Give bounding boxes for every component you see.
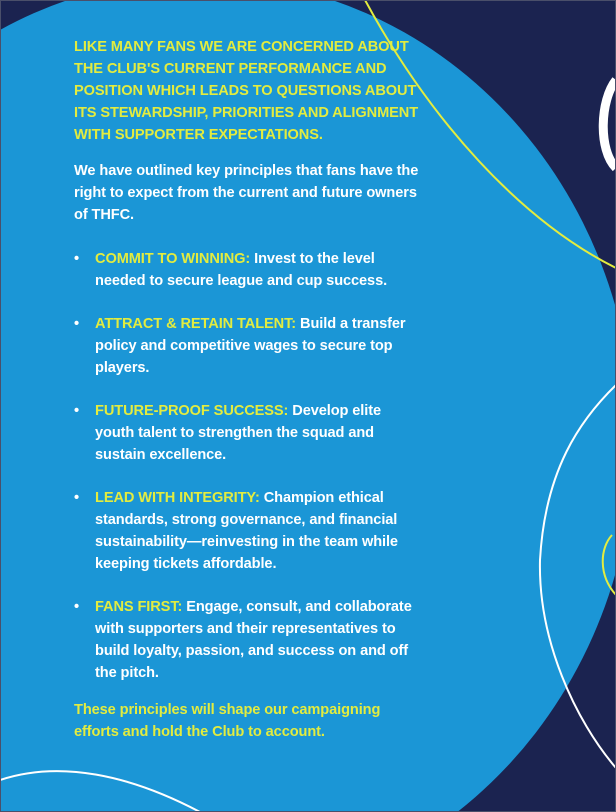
closing-statement: These principles will shape our campaigning efforts and hold the Club to account.	[74, 702, 381, 740]
list-item	[74, 487, 424, 575]
principle-lead: FUTURE-PROOF SUCCESS:	[95, 403, 289, 419]
principle-lead: ATTRACT & RETAIN TALENT:	[95, 316, 297, 332]
principles-list	[74, 248, 424, 684]
list-item	[74, 596, 424, 684]
principle-text: Build a transfer policy and competitive wages to secure top players.	[95, 316, 406, 376]
principle-text: Champion ethical standards, strong governance, and financial sustainability—reinvesting in the team while keeping tickets affordable.	[95, 490, 398, 572]
principle-text: Engage, consult, and collaborate with supporters and their representatives to build loyalty, passion, and success on and off the pitch.	[95, 599, 412, 681]
text-column	[74, 36, 424, 743]
principle-text: Invest to the level needed to secure league and cup success.	[95, 251, 388, 289]
bullet-icon: •	[74, 403, 80, 419]
intro-heading: LIKE MANY FANS WE ARE CONCERNED ABOUT THE CLUB'S CURRENT PERFORMANCE AND POSITION WHICH LEADS TO QUESTIONS ABOUT ITS STEWARDSHIP, PRIORITIES AND ALIGNMENT WITH SUPPORTER EXPECTATIONS.	[74, 39, 419, 143]
principle-lead: COMMIT TO WINNING:	[95, 251, 251, 267]
principle-lead: LEAD WITH INTEGRITY:	[95, 490, 260, 506]
bullet-icon: •	[74, 251, 80, 267]
bullet-icon: •	[74, 599, 80, 615]
bullet-icon: •	[74, 490, 80, 506]
principle-text: Develop elite youth talent to strengthen the squad and sustain excellence.	[95, 403, 381, 463]
body-paragraph: We have outlined key principles that fans have the right to expect from the current and future owners of THFC.	[74, 163, 419, 223]
principle-lead: FANS FIRST:	[95, 599, 183, 615]
list-item	[74, 248, 424, 292]
bullet-icon: •	[74, 316, 80, 332]
list-item	[74, 400, 424, 466]
list-item	[74, 313, 424, 379]
